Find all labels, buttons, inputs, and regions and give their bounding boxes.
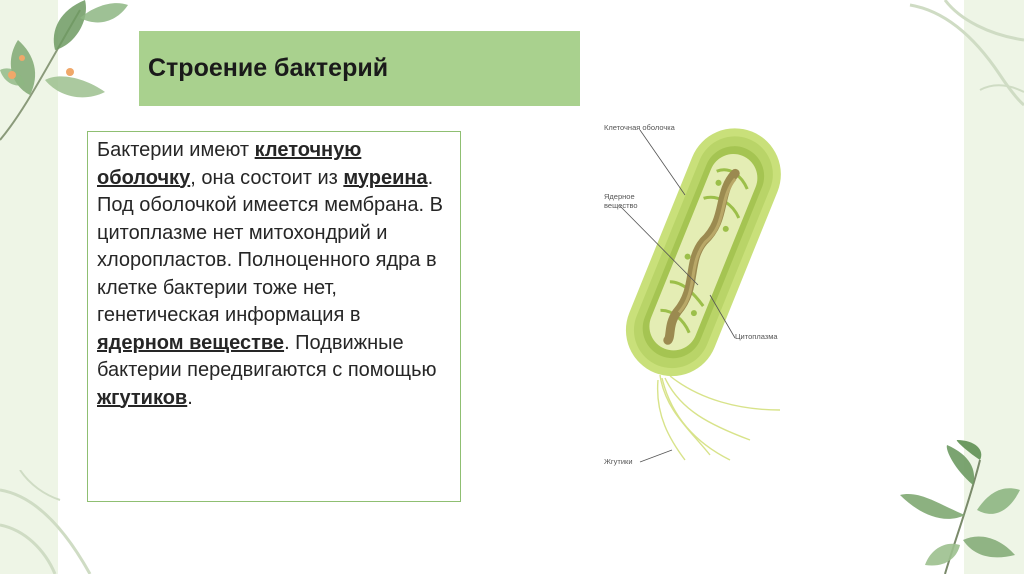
slide-title: Строение бактерий — [148, 54, 389, 82]
body-text-3: . Под оболочкой имеется мембрана. В цитоплазме нет митохондрий и хлоропластов. Полноценного ядра в клетке бактерии тоже нет, генетическая информация в — [97, 166, 443, 326]
decor-swirl-top-right-icon — [900, 0, 1024, 120]
bacterium-cell-icon — [612, 114, 795, 390]
keyword-murein: муреина — [343, 166, 428, 189]
leaf-branch-top-left-icon — [0, 0, 130, 150]
label-nuclear-2: вещество — [604, 201, 638, 210]
label-cytoplasm: Цитоплазма — [735, 332, 778, 341]
flagella-icon — [658, 375, 780, 460]
keyword-cell-wall: клеточную оболочку — [97, 139, 362, 189]
label-flagella: Жгутики — [604, 457, 633, 466]
text-box — [87, 131, 461, 502]
leaf-branch-bottom-right-icon — [885, 440, 1024, 574]
body-paragraph — [97, 137, 450, 412]
body-text-4: . Подвижные бактерии передвигаются с помощью — [97, 331, 437, 381]
body-text-1: Бактерии имеют — [97, 139, 255, 161]
bacterium-diagram — [590, 110, 810, 480]
body-text-2: , она состоит из — [190, 166, 344, 189]
keyword-flagella: жгутиков — [97, 386, 188, 409]
keyword-nuclear-substance: ядерном веществе — [97, 331, 285, 354]
label-cell-wall: Клеточная оболочка — [604, 123, 675, 132]
title-banner — [139, 31, 580, 106]
label-nuclear-1: Ядерное — [604, 192, 635, 201]
body-text-5: . — [187, 386, 193, 409]
